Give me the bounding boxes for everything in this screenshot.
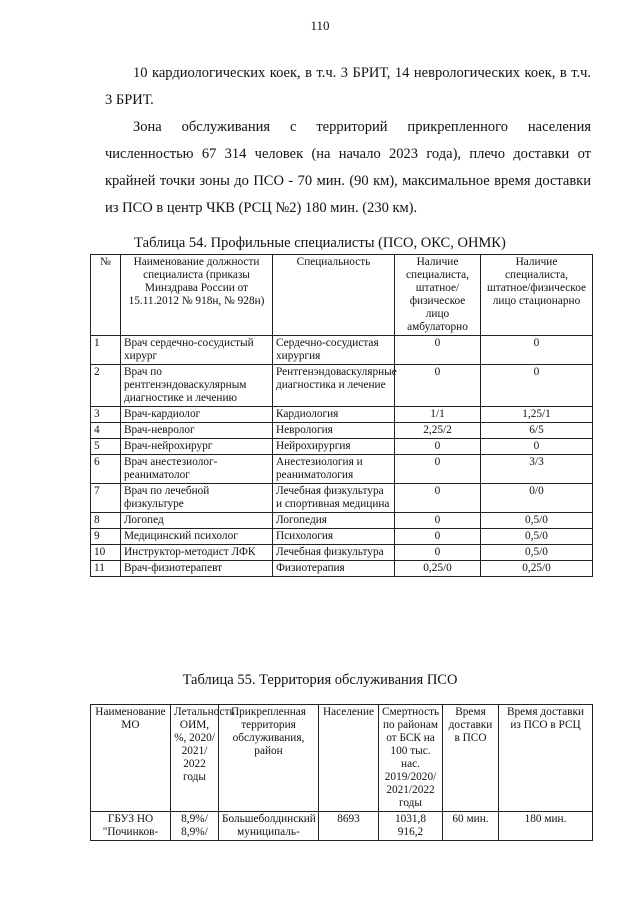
cell-ambulatory: 0 <box>395 529 481 545</box>
cell-specialty: Кардиология <box>273 407 395 423</box>
table-row <box>91 439 593 455</box>
cell-position: Врач анестезиолог-реаниматолог <box>121 455 273 484</box>
table-service-territory <box>90 704 593 841</box>
table-row <box>91 455 593 484</box>
cell-specialty: Психология <box>273 529 395 545</box>
cell-ambulatory: 0 <box>395 439 481 455</box>
cell-ambulatory: 0 <box>395 336 481 365</box>
cell-ambulatory: 2,25/2 <box>395 423 481 439</box>
page-number: 110 <box>310 18 330 33</box>
paragraph-beds: 10 кардиологических коек, в т.ч. 3 БРИТ, 14 неврологических коек, в т.ч. 3 БРИТ. <box>105 65 591 108</box>
header-territory: Прикрепленная территория обслуживания, район <box>219 705 319 812</box>
cell-stationary: 0,5/0 <box>481 513 593 529</box>
cell-specialty: Неврология <box>273 423 395 439</box>
table55-caption: Таблица 55. Территория обслуживания ПСО <box>182 672 458 688</box>
cell-stationary: 0,5/0 <box>481 529 593 545</box>
cell-stationary: 0 <box>481 365 593 407</box>
table-row <box>91 545 593 561</box>
header-stationary: Наличие специалиста, штатное/физическое лицо стационарно <box>481 255 593 336</box>
table54-header-row <box>91 255 593 336</box>
cell-ambulatory: 0 <box>395 484 481 513</box>
cell-position: Врач по лечебной физкультуре <box>121 484 273 513</box>
header-population: Население <box>319 705 379 812</box>
cell-mortality: 1031,8 916,2 <box>379 812 443 841</box>
header-number: № <box>91 255 121 336</box>
cell-stationary: 0 <box>481 439 593 455</box>
header-time-to-pso: Время доставки в ПСО <box>443 705 499 812</box>
cell-time-to-pso: 60 мин. <box>443 812 499 841</box>
cell-position: Врач-физиотерапевт <box>121 561 273 577</box>
header-mo: Наименование МО <box>91 705 171 812</box>
cell-position: Врач-нейрохирург <box>121 439 273 455</box>
cell-position: Врач сердечно-сосудистый хирург <box>121 336 273 365</box>
cell-specialty: Рентгенэндоваскулярные диагностика и лечение <box>273 365 395 407</box>
cell-ambulatory: 0 <box>395 513 481 529</box>
cell-specialty: Физиотерапия <box>273 561 395 577</box>
table55-header-row <box>91 705 593 812</box>
cell-number: 1 <box>91 336 121 365</box>
cell-ambulatory: 0 <box>395 455 481 484</box>
cell-specialty: Анестезиология и реаниматология <box>273 455 395 484</box>
cell-stationary: 0 <box>481 336 593 365</box>
cell-territory: Большеболдинский муниципаль- <box>219 812 319 841</box>
cell-number: 2 <box>91 365 121 407</box>
table54-caption: Таблица 54. Профильные специалисты (ПСО, ОКС, ОНМК) <box>134 235 506 251</box>
cell-stationary: 6/5 <box>481 423 593 439</box>
cell-position: Врач-кардиолог <box>121 407 273 423</box>
cell-ambulatory: 0 <box>395 545 481 561</box>
cell-specialty: Сердечно-сосудистая хирургия <box>273 336 395 365</box>
cell-ambulatory: 1/1 <box>395 407 481 423</box>
table-row <box>91 407 593 423</box>
header-mortality: Смертность по районам от БСК на 100 тыс. нас. 2019/2020/ 2021/2022 годы <box>379 705 443 812</box>
header-ambulatory: Наличие специалиста, штатное/физическое лицо амбулаторно <box>395 255 481 336</box>
table-row <box>91 812 593 841</box>
table-row <box>91 423 593 439</box>
cell-number: 9 <box>91 529 121 545</box>
cell-population: 8693 <box>319 812 379 841</box>
cell-mo: ГБУЗ НО "Починков- <box>91 812 171 841</box>
cell-number: 10 <box>91 545 121 561</box>
cell-stationary: 3/3 <box>481 455 593 484</box>
cell-stationary: 0/0 <box>481 484 593 513</box>
cell-stationary: 0,5/0 <box>481 545 593 561</box>
cell-position: Инструктор-методист ЛФК <box>121 545 273 561</box>
cell-number: 4 <box>91 423 121 439</box>
cell-position: Логопед <box>121 513 273 529</box>
cell-number: 7 <box>91 484 121 513</box>
table-row <box>91 484 593 513</box>
table-row <box>91 513 593 529</box>
table-row <box>91 529 593 545</box>
cell-number: 8 <box>91 513 121 529</box>
table-row <box>91 365 593 407</box>
header-time-to-rsc: Время доставки из ПСО в РСЦ <box>499 705 593 812</box>
paragraph-service-zone: Зона обслуживания с территорий прикрепленного населения численностью 67 314 человек (на начало 2023 года), плечо доставки от крайней точки зоны до ПСО - 70 мин. (90 км), максимальное время доставки из ПСО в центр ЧКВ (РСЦ №2) 180 мин. (230 км). <box>105 119 591 216</box>
cell-number: 3 <box>91 407 121 423</box>
cell-ambulatory: 0 <box>395 365 481 407</box>
cell-specialty: Лечебная физкультура и спортивная медицина <box>273 484 395 513</box>
header-position: Наименование должности специалиста (приказы Минздрава России от 15.11.2012 № 918н, № 928н) <box>121 255 273 336</box>
cell-specialty: Нейрохирургия <box>273 439 395 455</box>
cell-number: 11 <box>91 561 121 577</box>
cell-position: Врач-невролог <box>121 423 273 439</box>
cell-specialty: Логопедия <box>273 513 395 529</box>
cell-ambulatory: 0,25/0 <box>395 561 481 577</box>
cell-lethality: 8,9%/ 8,9%/ <box>171 812 219 841</box>
cell-position: Медицинский психолог <box>121 529 273 545</box>
cell-number: 6 <box>91 455 121 484</box>
header-lethality: Летальность ОИМ, %, 2020/ 2021/ 2022 годы <box>171 705 219 812</box>
cell-position: Врач по рентгенэндоваскулярным диагностике и лечению <box>121 365 273 407</box>
cell-specialty: Лечебная физкультура <box>273 545 395 561</box>
header-specialty: Специальность <box>273 255 395 336</box>
cell-number: 5 <box>91 439 121 455</box>
cell-stationary: 1,25/1 <box>481 407 593 423</box>
table-specialists <box>90 254 593 577</box>
table-row <box>91 561 593 577</box>
cell-time-to-rsc: 180 мин. <box>499 812 593 841</box>
table-row <box>91 336 593 365</box>
cell-stationary: 0,25/0 <box>481 561 593 577</box>
